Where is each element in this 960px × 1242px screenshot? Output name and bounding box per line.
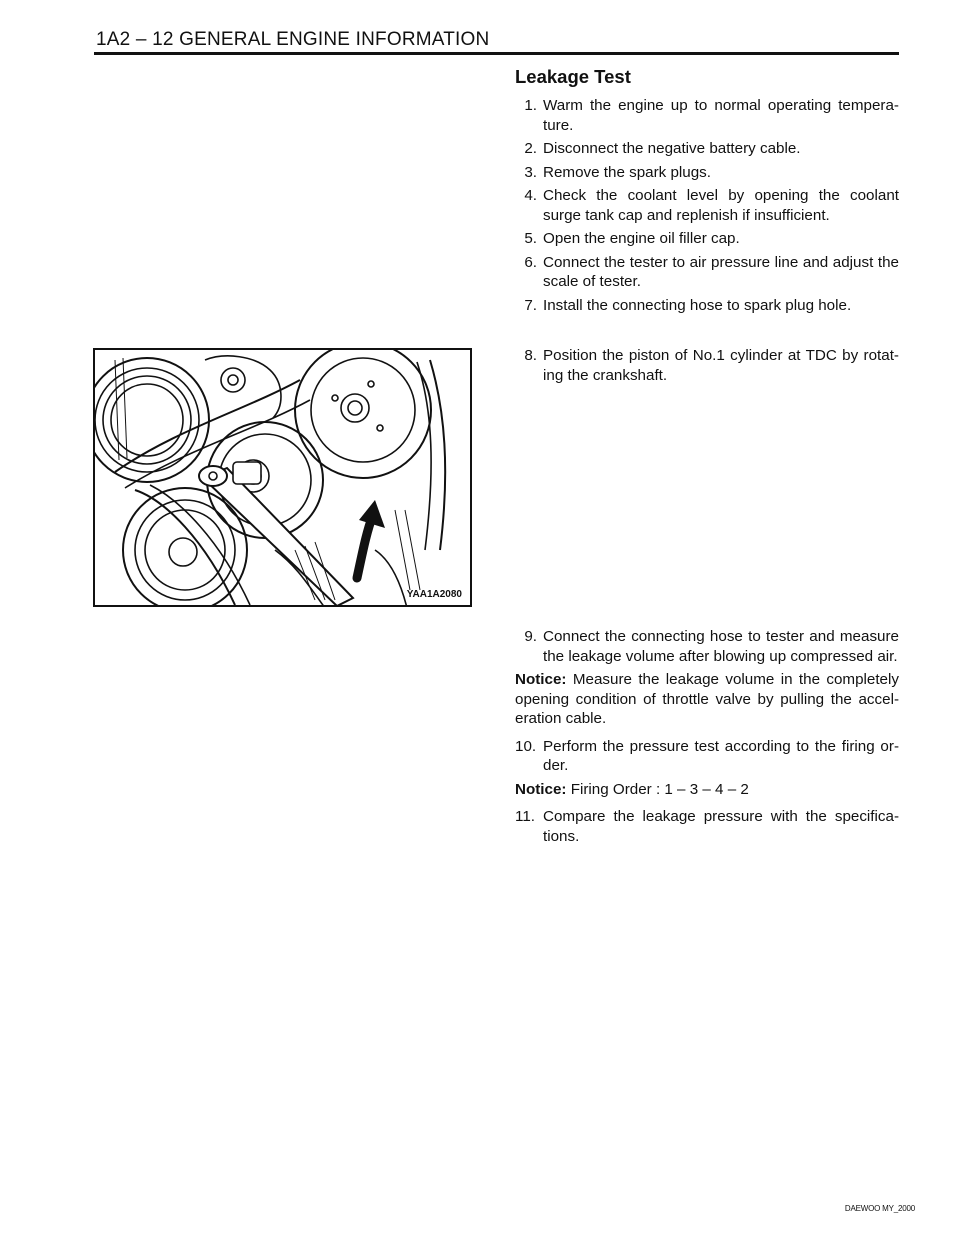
step-item: 5. Open the engine oil filler cap. <box>524 230 740 247</box>
section-title: Leakage Test <box>515 66 631 87</box>
step-item: 11. Compare the leakage pressure with the specifica-tions. <box>515 808 899 845</box>
page-header-title: 1A2 – 12 GENERAL ENGINE INFORMATION <box>96 29 490 50</box>
header-rule <box>94 52 899 55</box>
step-item: 10. Perform the pressure test according to the firing or-der. <box>515 737 899 774</box>
step-item: 1. Warm the engine up to normal operating tempera-ture. <box>524 97 899 134</box>
steps-group-2 <box>515 346 899 389</box>
step-item: 6. Connect the tester to air pressure line and adjust the scale of tester. <box>524 253 899 290</box>
footer-text: DAEWOO MY_2000 <box>844 1204 915 1213</box>
steps-group-1 <box>515 96 899 319</box>
step-item: 9. Connect the connecting hose to tester and measure the leakage volume after blowing up compressed air. <box>524 628 899 665</box>
notice-block: Notice: Measure the leakage volume in the completely opening condition of throttle valve by pulling the accel-eration cable. <box>515 671 899 727</box>
step-item: 4. Check the coolant level by opening the coolant surge tank cap and replenish if insufficient. <box>524 187 899 224</box>
notice-block: Notice: Firing Order : 1 – 3 – 4 – 2 <box>515 780 749 798</box>
step-item: 3. Remove the spark plugs. <box>524 163 711 181</box>
crankshaft-illustration <box>93 348 472 607</box>
step-item: 8. Position the piston of No.1 cylinder at TDC by rotat-ing the crankshaft. <box>524 347 899 384</box>
step-item: 7. Install the connecting hose to spark plug hole. <box>524 296 852 314</box>
steps-group-3 <box>515 627 899 850</box>
figure-id: YAA1A2080 <box>406 589 462 600</box>
step-item: 2. Disconnect the negative battery cable. <box>524 140 801 157</box>
